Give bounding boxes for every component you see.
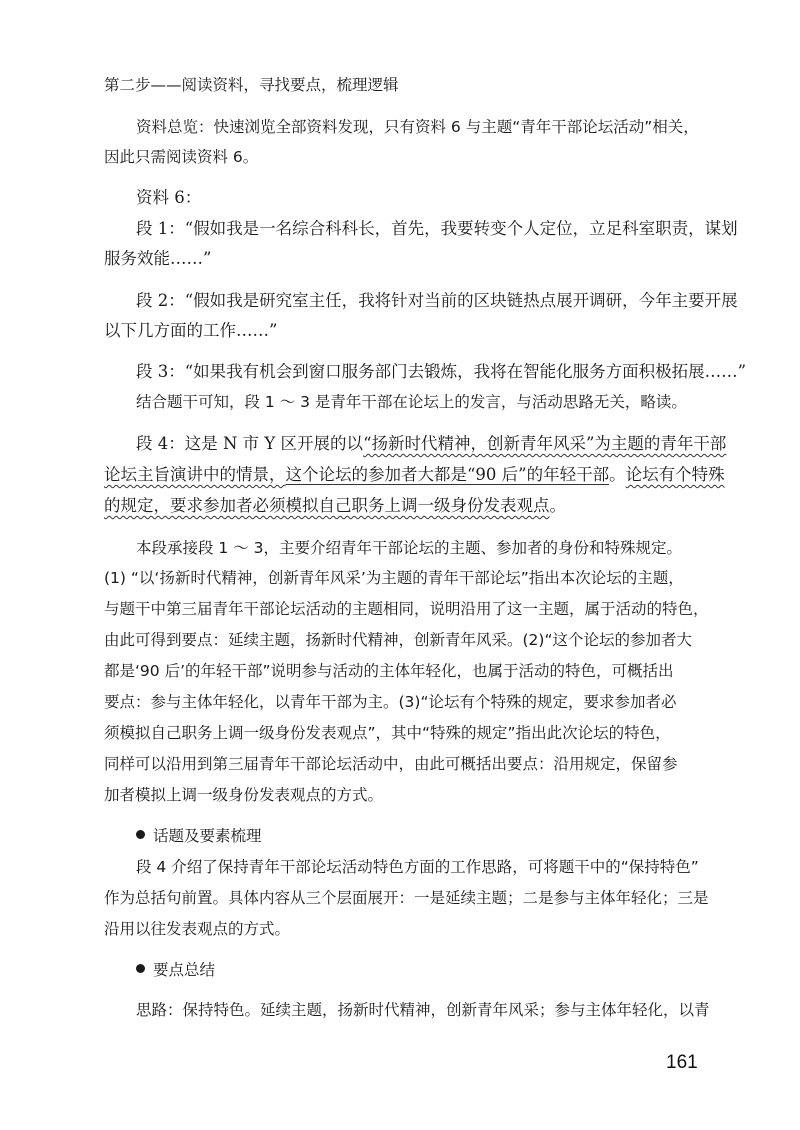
overview-line-1: 资料总览：快速浏览全部资料发现，只有资料 6 与主题“青年干部论坛活动”相关， [136,118,699,136]
para4-theme-highlight: “扬新时代精神，创新青年风采”为主题的青年干部 [363,434,727,453]
section-summary-label: 要点总结 [153,961,216,979]
para1-line-2: 服务效能……” [104,249,212,268]
analysis-line-2: (1) “以‘扬新时代精神，创新青年风采’为主题的青年干部论坛”指出本次论坛的主题， [104,569,684,587]
summary-line: 思路：保持特色。延续主题，扬新时代精神，创新青年风采；参与主体年轻化，以青 [136,1001,710,1019]
analysis-line-3: 与题干中第三届青年干部论坛活动的主题相同，说明沿用了这一主题，属于活动的特色， [104,600,709,618]
para4-punct-end: 。 [549,496,566,515]
para4-line-3 [104,496,696,516]
analysis-line-4: 由此可得到要点：延续主题，扬新时代精神，创新青年风采。(2)“这个论坛的参加者大 [104,631,692,649]
para4-punct: 。 [609,465,626,484]
analysis-line-6: 要点：参与主体年轻化，以青年干部为主。(3)“论坛有个特殊的规定，要求参加者必 [104,693,677,711]
section-topic-heading [136,826,696,846]
para2-line-1: 段 2：“假如我是研究室主任，我将针对当前的区块链热点展开调研，今年主要开展 [136,291,738,310]
para4-rule-highlight: 论坛有个特殊 [625,465,725,484]
para4-line-1 [136,434,727,454]
analysis-line-5: 都是‘90 后’的年轻干部”说明参与活动的主体年轻化，也属于活动的特色，可概括出 [104,662,674,680]
material-label: 资料 6： [136,188,202,207]
analysis-line-9: 加者模拟上调一级身份发表观点的方式。 [104,786,384,804]
topic-line-3: 沿用以往发表观点的方式。 [104,920,291,938]
para4-text: 段 4：这是 N 市 Y 区开展的以 [136,434,364,453]
topic-line-2: 作为总括句前置。具体内容从三个层面展开：一是延续主题；二是参与主体年轻化；三是 [104,889,709,907]
para4-participants-highlight: 这个论坛的参加者大都是“90 后”的年轻干部 [285,465,610,484]
topic-line-1: 段 4 介绍了保持青年干部论坛活动特色方面的工作思路，可将题干中的“保持特色” [136,858,699,876]
para2-line-2: 以下几方面的工作……” [104,321,278,340]
bullet-icon [136,830,145,839]
para4-rule-highlight-cont: 的规定，要求参加者必须模拟自己职务上调一级身份发表观点 [104,496,550,515]
analysis-line-7: 须模拟自己职务上调一级身份发表观点”，其中“特殊的规定”指出此次论坛的特色， [104,724,671,742]
bullet-icon [136,964,145,973]
analysis-line-8: 同样可以沿用到第三届青年干部论坛活动中，由此可概括出要点：沿用规定，保留参 [104,755,678,773]
para1-line-1: 段 1：“假如我是一名综合科科长，首先，我要转变个人定位，立足科室职责，谋划 [136,219,738,238]
para4-theme-highlight-cont: 论坛主旨演讲中的情景， [104,465,286,484]
skip-note: 结合题干可知，段 1 ～ 3 是青年干部在论坛上的发言，与活动思路无关，略读。 [136,393,687,411]
overview-line-2: 因此只需阅读资料 6。 [104,148,259,166]
para3-line-1: 段 3：“如果我有机会到窗口服务部门去锻炼，我将在智能化服务方面积极拓展……” [136,362,747,381]
section-summary-heading [136,960,696,980]
section-topic-label: 话题及要素梳理 [153,827,262,845]
page-number: 161 [666,1052,698,1073]
analysis-line-1: 本段承接段 1 ～ 3，主要介绍青年干部论坛的主题、参加者的身份和特殊规定。 [136,539,683,557]
para4-line-2 [104,465,725,485]
step-heading: 第二步——阅读资料，寻找要点，梳理逻辑 [104,76,399,94]
